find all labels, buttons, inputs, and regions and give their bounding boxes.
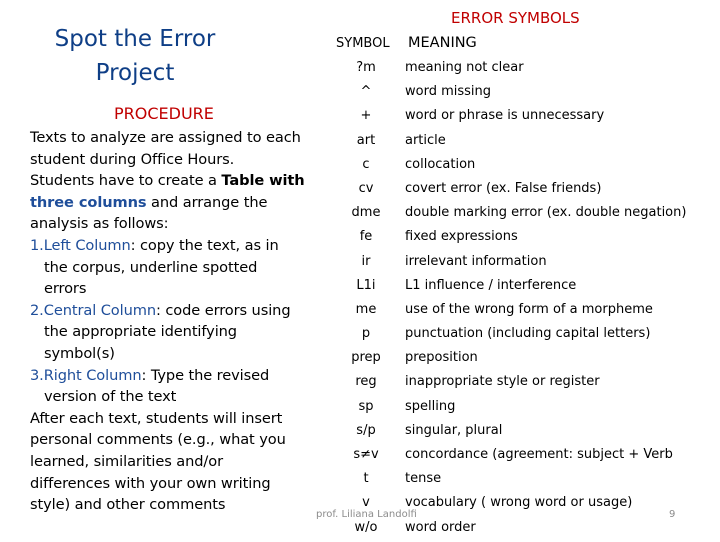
procedure-line: analysis as follows:: [30, 215, 169, 233]
closing-line: After each text, students will insert: [30, 409, 283, 427]
error-symbol: w/o: [354, 519, 378, 535]
error-symbol: v: [362, 495, 370, 511]
step1-line: 1.Left Column: copy the text, as in: [30, 236, 279, 254]
meaning-column-header: MEANING: [408, 35, 477, 51]
slide-title-line1: Spot the Error: [54, 26, 216, 52]
error-meaning: use of the wrong form of a morpheme: [405, 301, 653, 317]
symbol-column-header: SYMBOL: [336, 36, 390, 51]
error-symbol: ^: [360, 84, 372, 100]
error-meaning: preposition: [405, 350, 478, 366]
error-meaning: concordance (agreement: subject + Verb: [405, 447, 673, 462]
error-symbol: L1i: [356, 277, 376, 293]
error-symbol: fe: [359, 229, 373, 245]
error-meaning: word or phrase is unnecessary: [405, 108, 605, 124]
error-symbol: +: [360, 108, 372, 124]
error-meaning: covert error (ex. False friends): [405, 180, 602, 196]
error-symbol: ?m: [356, 60, 376, 75]
procedure-line: three columns and arrange the: [30, 193, 268, 211]
error-symbol: cv: [358, 180, 374, 196]
error-symbol: me: [355, 301, 377, 317]
error-meaning: word missing: [405, 84, 492, 100]
error-meaning: punctuation (including capital letters): [405, 326, 651, 342]
error-meaning: double marking error (ex. double negation): [405, 205, 687, 221]
step2-line: the appropriate identifying: [44, 323, 237, 341]
error-meaning: spelling: [405, 398, 456, 414]
error-symbol: t: [363, 471, 369, 487]
closing-line: personal comments (e.g., what you: [30, 431, 286, 449]
error-symbol: art: [356, 132, 376, 148]
closing-line: style) and other comments: [30, 496, 226, 514]
error-symbol: prep: [351, 350, 381, 366]
error-meaning: word order: [405, 519, 476, 535]
error-symbols-heading: ERROR SYMBOLS: [451, 9, 580, 27]
error-meaning: L1 influence / interference: [405, 277, 577, 293]
error-symbol: ir: [361, 253, 371, 269]
error-symbol: s/p: [356, 422, 376, 438]
error-meaning: meaning not clear: [405, 60, 524, 75]
step3-line: 3.Right Column: Type the revised: [30, 366, 270, 384]
procedure-text: [30, 127, 314, 516]
step3-line: version of the text: [44, 388, 177, 406]
error-symbol: dme: [351, 205, 381, 221]
step2-line: 2.Central Column: code errors using: [30, 301, 291, 319]
procedure-line: Students have to create a Table with: [30, 172, 305, 190]
error-meaning: collocation: [405, 156, 476, 172]
error-meaning: irrelevant information: [405, 253, 547, 269]
error-meaning: tense: [405, 471, 442, 487]
error-symbol: c: [362, 156, 370, 172]
procedure-heading: PROCEDURE: [114, 104, 214, 123]
step1-line: the corpus, underline spotted: [44, 258, 258, 276]
footer-author: prof. Liliana Landolfi: [316, 509, 417, 520]
symbol-list: [334, 58, 398, 542]
error-meaning: vocabulary ( wrong word or usage): [405, 495, 633, 511]
error-meaning: article: [405, 132, 446, 148]
page-number: 9: [669, 509, 676, 520]
procedure-line: Texts to analyze are assigned to each: [30, 129, 301, 146]
closing-line: learned, similarities and/or: [30, 452, 223, 470]
slide-title-line2: Project: [95, 60, 175, 86]
step1-line: errors: [44, 280, 87, 298]
error-meaning: inappropriate style or register: [405, 374, 600, 390]
closing-line: differences with your own writing: [30, 474, 271, 492]
step2-line: symbol(s): [44, 344, 115, 362]
error-symbol: p: [361, 326, 371, 342]
error-meaning: fixed expressions: [405, 229, 518, 245]
procedure-line: student during Office Hours.: [30, 150, 235, 168]
error-symbol: s≠v: [353, 447, 379, 462]
error-symbol: reg: [355, 374, 377, 390]
error-symbol: sp: [358, 398, 374, 414]
slide-title: [30, 22, 240, 90]
meaning-list: [405, 58, 705, 542]
error-meaning: singular, plural: [405, 422, 503, 438]
